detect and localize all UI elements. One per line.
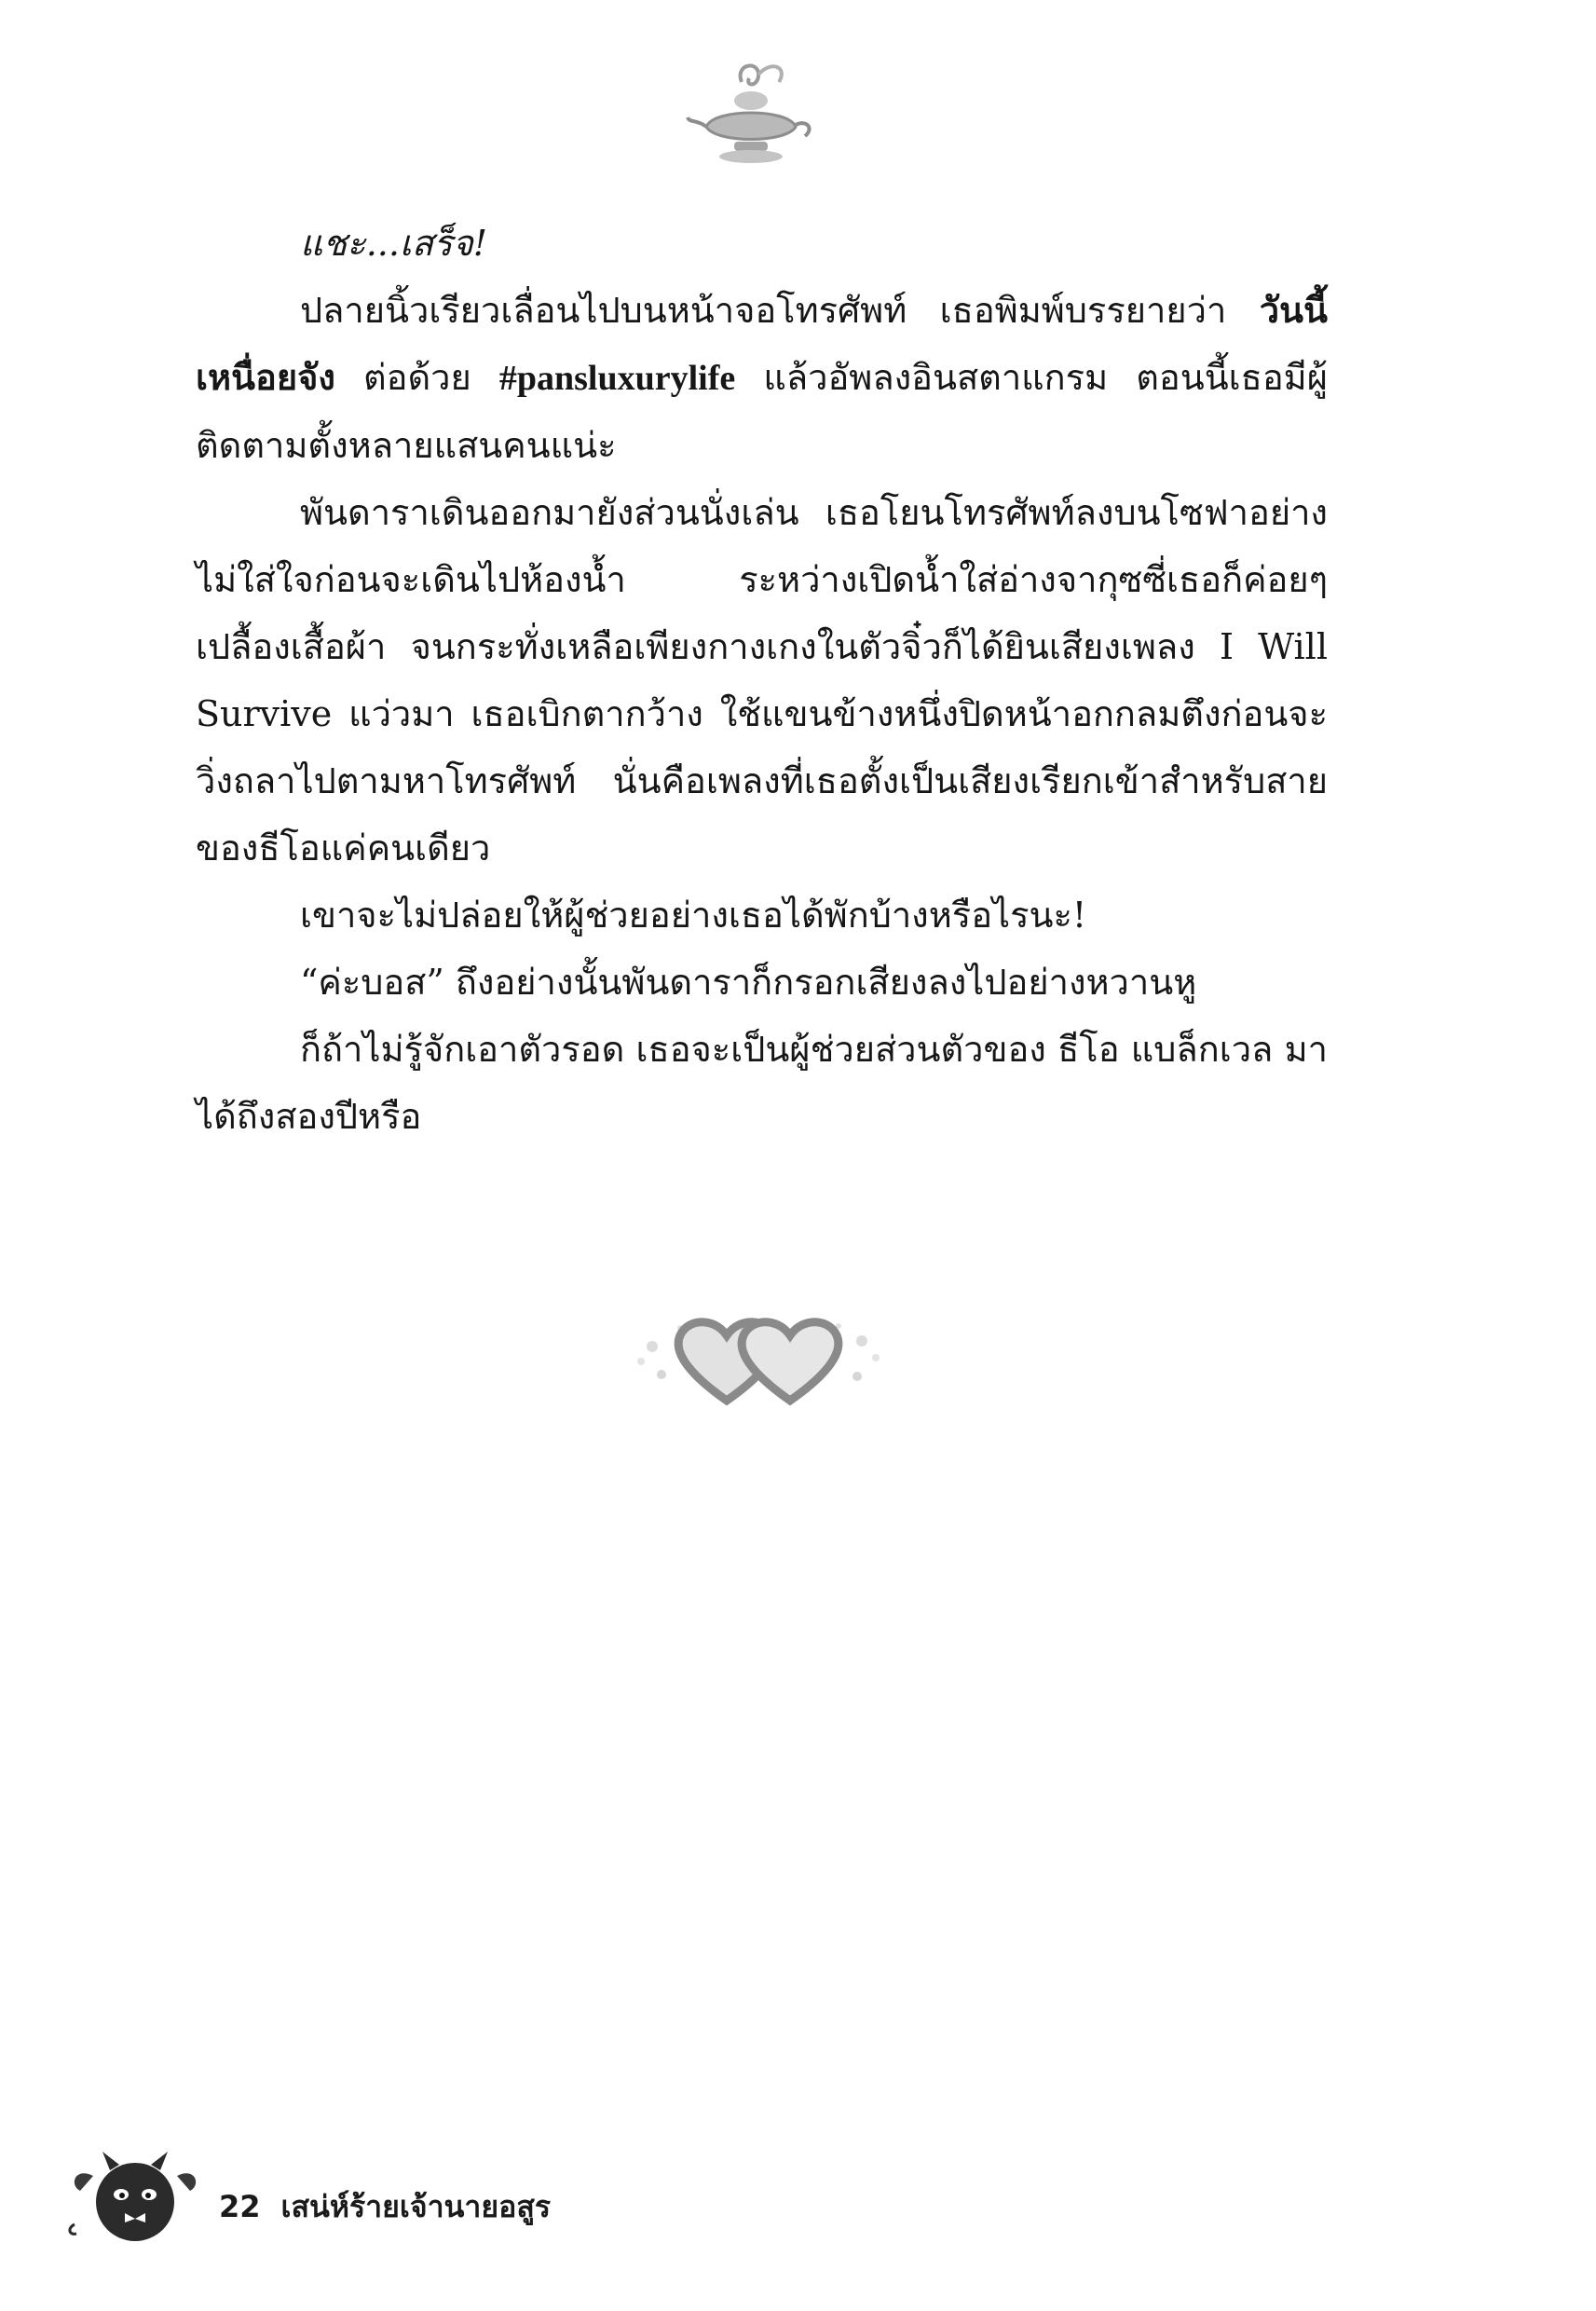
footer-text (219, 2183, 551, 2231)
paragraph-2-text-3: แล้วอัพลงอินสตาแกรม ตอนนี้เธอมีผู้ติดตามตั้งหลายแสนคนแน่ะ (196, 357, 1328, 466)
paragraph-2-text-2: ต่อด้วย (334, 357, 499, 398)
chapter-body (196, 210, 1328, 1150)
paragraph-1 (196, 210, 1328, 277)
genie-lamp-ornament-icon (686, 54, 816, 175)
paragraph-4 (196, 882, 1328, 949)
paragraph-2 (196, 277, 1328, 479)
paragraph-5-text: “ค่ะบอส” ถึงอย่างนั้นพันดาราก็กรอกเสียงลงไปอย่างหวานหู (300, 962, 1197, 1003)
paragraph-3-text: พันดาราเดินออกมายังส่วนนั่งเล่น เธอโยนโทรศัพท์ลงบนโซฟาอย่างไม่ใส่ใจก่อนจะเดินไปห้องน้ำ ระหว่างเปิดน้ำใส่อ่างจากุซซี่เธอก็ค่อยๆ เปลื้องเสื้อผ้า จนกระทั่งเหลือเพียงกางเกงในตัวจิ๋วก็ได้ยินเสียงเพลง I Will Survive แว่วมา เธอเบิกตากว้าง ใช้แขนข้างหนึ่งปิดหน้าอกกลมตึงก่อนจะวิ่งถลาไปตามหาโทรศัพท์ นั่นคือเพลงที่เธอตั้งเป็นเสียงเรียกเข้าสำหรับสายของธีโอแค่คนเดียว (196, 492, 1328, 868)
italic-exclamation: แชะ...เสร็จ! (300, 223, 488, 264)
book-title: เสน่ห์ร้ายเจ้านายอสูร (280, 2189, 552, 2224)
paragraph-5 (196, 949, 1328, 1016)
paragraph-3 (196, 479, 1328, 882)
page-footer (65, 2139, 717, 2250)
hashtag-text: #pansluxurylife (498, 359, 736, 398)
paragraph-2-text: ปลายนิ้วเรียวเลื่อนไปบนหน้าจอโทรศัพท์ เธอพิมพ์บรรยายว่า (300, 290, 1227, 331)
paragraph-6 (196, 1016, 1328, 1150)
paragraph-4-text: เขาจะไม่ปล่อยให้ผู้ช่วยอย่างเธอได้พักบ้างหรือไรนะ! (300, 895, 1087, 936)
devil-mascot-icon (65, 2139, 205, 2250)
interlocked-hearts-ornament-icon (624, 1300, 894, 1412)
paragraph-6-text: ก็ถ้าไม่รู้จักเอาตัวรอด เธอจะเป็นผู้ช่วยส่วนตัวของ ธีโอ แบล็กเวล มาได้ถึงสองปีหรือ (196, 1029, 1328, 1137)
page-number: 22 (219, 2189, 261, 2224)
caption-bold-text: วันนี้เหนื่อยจัง (196, 289, 1328, 398)
